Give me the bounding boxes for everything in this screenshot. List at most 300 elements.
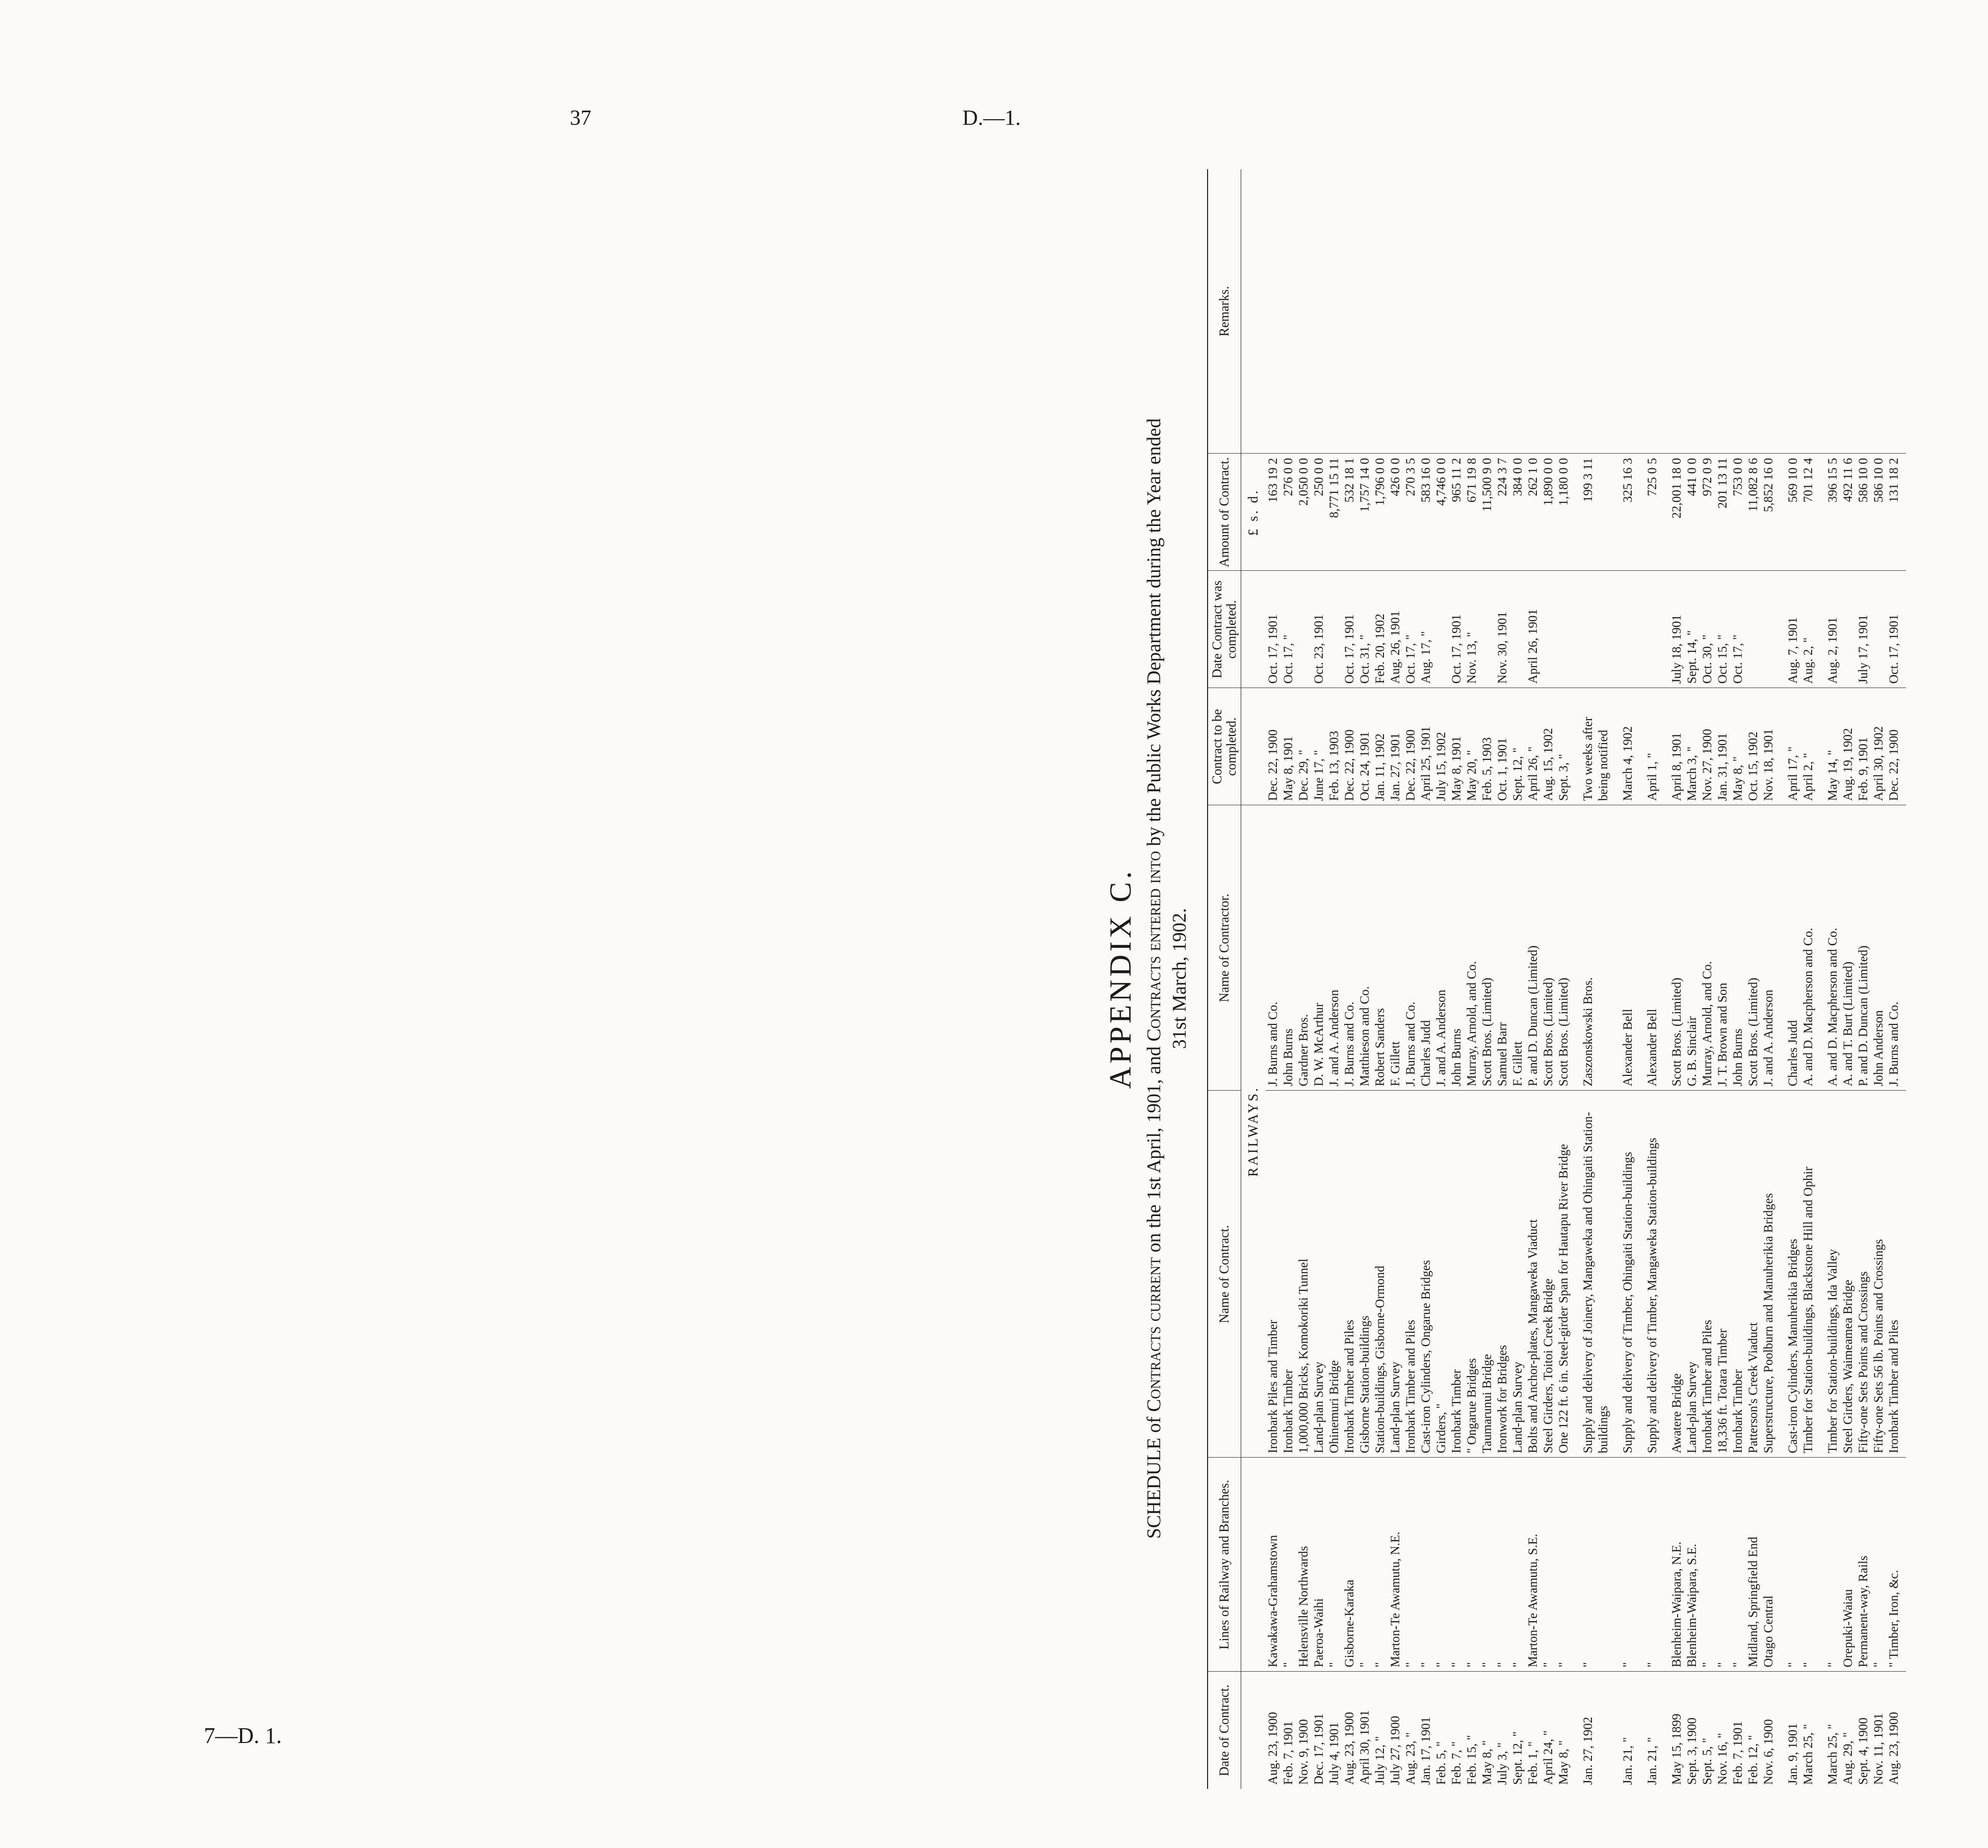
cell-contractor: Charles Judd xyxy=(1419,805,1434,1091)
table-row xyxy=(1434,169,1449,1789)
table-row xyxy=(1312,169,1327,1789)
cell-line: " xyxy=(1419,1458,1434,1672)
cell-contractor: Matthieson and Co. xyxy=(1357,805,1373,1091)
cell-contractor: Samuel Barr xyxy=(1495,805,1510,1091)
cell-date: Sept. 12, " xyxy=(1511,1731,1525,1785)
cell-completed xyxy=(1327,571,1342,688)
cell-completed xyxy=(1434,571,1449,688)
cell-contractor: J. and A. Anderson xyxy=(1761,805,1776,1091)
cell-completed: Oct. 15, " xyxy=(1715,571,1731,688)
cell-date: Jan. 21, " xyxy=(1645,1737,1659,1785)
cell-date: July 27, 1900 xyxy=(1389,1715,1402,1785)
table-row xyxy=(1816,169,1841,1789)
cell-to-complete: April 30, 1902 xyxy=(1871,688,1887,805)
cell-remarks xyxy=(1572,169,1611,454)
cell-remarks xyxy=(1731,169,1746,454)
cell-remarks xyxy=(1312,169,1327,454)
cell-remarks xyxy=(1856,169,1871,454)
table-row xyxy=(1327,169,1342,1789)
table-row xyxy=(1685,169,1700,1789)
cell-contractor: J. and A. Anderson xyxy=(1327,805,1342,1091)
table-row xyxy=(1856,169,1871,1789)
cell-amount: 586 10 0 xyxy=(1871,454,1887,571)
cell-line: " xyxy=(1871,1458,1887,1672)
cell-date: Aug. 23, 1900 xyxy=(1266,1711,1280,1785)
cell-remarks xyxy=(1611,169,1636,454)
cell-remarks xyxy=(1887,169,1906,454)
cell-date: Feb. 7, 1901 xyxy=(1731,1721,1745,1785)
cell-contract: " Ongarue Bridges xyxy=(1464,1091,1480,1458)
cell-contract: Patterson's Creek Viaduct xyxy=(1746,1091,1761,1458)
table-row xyxy=(1403,169,1419,1789)
cell-line: Gisborne-Karaka xyxy=(1342,1458,1357,1672)
cell-line: Kawakawa-Grahamstown xyxy=(1266,1458,1281,1672)
cell-contractor: J. T. Brown and Son xyxy=(1715,805,1731,1091)
cell-to-complete: April 2, " xyxy=(1801,688,1816,805)
cell-amount: 701 12 4 xyxy=(1801,454,1816,571)
cell-date: Aug. 29, " xyxy=(1841,1732,1855,1785)
schedule-title: SCHEDULE of Contracts current on the 1st April, 1901, and Contracts entered into by the Public Works Department during the Year ended xyxy=(1143,418,1165,1539)
schedule-title-line2: 31st March, 1902. xyxy=(1169,908,1190,1049)
cell-completed xyxy=(1480,571,1495,688)
cell-to-complete: Oct. 24, 1901 xyxy=(1357,688,1373,805)
cell-contractor: Scott Bros. (Limited) xyxy=(1556,805,1572,1091)
cell-line: " xyxy=(1373,1458,1388,1672)
cell-amount: 532 18 1 xyxy=(1342,454,1357,571)
cell-contract: Timber for Station-buildings, Blackstone Hill and Ophir xyxy=(1801,1091,1816,1458)
cell-contract: Ironbark Timber xyxy=(1449,1091,1464,1458)
table-row xyxy=(1841,169,1856,1789)
cell-line: Otago Central xyxy=(1761,1458,1776,1672)
cell-amount: 725 0 5 xyxy=(1636,454,1660,571)
cell-remarks xyxy=(1816,169,1841,454)
cell-line: " xyxy=(1510,1458,1526,1672)
cell-contractor: Alexander Bell xyxy=(1611,805,1636,1091)
cell-contractor: John Burns xyxy=(1281,805,1296,1091)
document-reference: D.—1. xyxy=(962,107,1021,130)
table-row xyxy=(1871,169,1887,1789)
table-row xyxy=(1449,169,1464,1789)
cell-line: " xyxy=(1449,1458,1464,1672)
cell-remarks xyxy=(1266,169,1281,454)
cell-completed: Oct. 17, " xyxy=(1403,571,1419,688)
cell-to-complete: May 8, 1901 xyxy=(1449,688,1464,805)
cell-completed: Oct. 17, 1901 xyxy=(1887,571,1906,688)
cell-to-complete: Nov. 18, 1901 xyxy=(1761,688,1776,805)
cell-to-complete: Jan. 27, 1901 xyxy=(1388,688,1403,805)
cell-line: " xyxy=(1731,1458,1746,1672)
cell-contract: Timber for Station-buildings, Ida Valley xyxy=(1816,1091,1841,1458)
cell-date: Feb. 5, " xyxy=(1434,1741,1448,1785)
cell-line: " xyxy=(1495,1458,1510,1672)
cell-remarks xyxy=(1776,169,1801,454)
cell-date: April 30, 1901 xyxy=(1358,1710,1372,1785)
cell-completed xyxy=(1541,571,1556,688)
cell-remarks xyxy=(1419,169,1434,454)
cell-line: " Timber, Iron, &c. xyxy=(1887,1458,1906,1672)
cell-contract: Taumarunui Bridge xyxy=(1480,1091,1495,1458)
cell-completed: Oct. 17, 1901 xyxy=(1449,571,1464,688)
table-row xyxy=(1611,169,1636,1789)
cell-contractor: J. Burns and Co. xyxy=(1266,805,1281,1091)
cell-line: Blenheim-Waipara, S.E. xyxy=(1685,1458,1700,1672)
cell-date: Aug. 23, 1900 xyxy=(1343,1711,1356,1785)
cell-amount: 4,746 0 0 xyxy=(1434,454,1449,571)
cell-to-complete: May 14, " xyxy=(1816,688,1841,805)
cell-amount: 583 16 0 xyxy=(1419,454,1434,571)
cell-to-complete: Oct. 15, 1902 xyxy=(1746,688,1761,805)
cell-date: Feb. 12, " xyxy=(1746,1735,1760,1785)
cell-completed xyxy=(1510,571,1526,688)
cell-to-complete: Dec. 22, 1900 xyxy=(1342,688,1357,805)
cell-contract: Ironbark Timber xyxy=(1281,1091,1296,1458)
cell-contractor: Scott Bros. (Limited) xyxy=(1541,805,1556,1091)
cell-date: Nov. 11, 1901 xyxy=(1872,1713,1886,1785)
cell-remarks xyxy=(1541,169,1556,454)
cell-amount: 671 19 8 xyxy=(1464,454,1480,571)
cell-date: Aug. 23, " xyxy=(1404,1732,1418,1785)
col-to-complete: Contract to be completed. xyxy=(1208,688,1241,805)
col-completed: Date Contract was completed. xyxy=(1208,571,1241,688)
cell-contract: Steel Girders, Waimeamea Bridge xyxy=(1841,1091,1856,1458)
cell-contractor: P. and D. Duncan (Limited) xyxy=(1856,805,1871,1091)
table-row xyxy=(1388,169,1403,1789)
cell-to-complete: Dec. 22, 1900 xyxy=(1403,688,1419,805)
cell-amount: 1,796 0 0 xyxy=(1373,454,1388,571)
cell-contractor: J. and A. Anderson xyxy=(1434,805,1449,1091)
cell-contractor: Robert Sanders xyxy=(1373,805,1388,1091)
cell-amount: 384 0 0 xyxy=(1510,454,1526,571)
cell-amount: 441 0 0 xyxy=(1685,454,1700,571)
cell-amount: 250 0 0 xyxy=(1312,454,1327,571)
cell-to-complete: May 8, 1901 xyxy=(1281,688,1296,805)
cell-to-complete: March 4, 1902 xyxy=(1611,688,1636,805)
cell-date: Jan. 21, " xyxy=(1621,1737,1635,1785)
cell-completed: Aug. 26, 1901 xyxy=(1388,571,1403,688)
cell-to-complete: March 3, " xyxy=(1685,688,1700,805)
cell-contractor: J. Burns and Co. xyxy=(1342,805,1357,1091)
cell-date: April 24, " xyxy=(1541,1730,1555,1785)
cell-line: Blenheim-Waipara, N.E. xyxy=(1660,1458,1685,1672)
cell-remarks xyxy=(1357,169,1373,454)
cell-remarks xyxy=(1801,169,1816,454)
cell-contractor: A. and T. Burt (Limited) xyxy=(1841,805,1856,1091)
cell-contractor: Scott Bros. (Limited) xyxy=(1480,805,1495,1091)
cell-line: Orepuki-Waiau xyxy=(1841,1458,1856,1672)
cell-contract: Supply and delivery of Timber, Ohingaiti Station-buildings xyxy=(1611,1091,1636,1458)
cell-amount: 1,890 0 0 xyxy=(1541,454,1556,571)
table-row xyxy=(1700,169,1715,1789)
cell-completed xyxy=(1296,571,1312,688)
cell-amount: 569 10 0 xyxy=(1776,454,1801,571)
cell-to-complete: April 26, " xyxy=(1526,688,1541,805)
col-contract: Name of Contract. xyxy=(1208,1091,1241,1458)
cell-contract: Ironbark Piles and Timber xyxy=(1266,1091,1281,1458)
cell-remarks xyxy=(1464,169,1480,454)
cell-completed: Oct. 31, " xyxy=(1357,571,1373,688)
cell-contractor: John Anderson xyxy=(1871,805,1887,1091)
appendix-title: APPENDIX C. xyxy=(1104,868,1137,1089)
cell-contract: Girders, " xyxy=(1434,1091,1449,1458)
cell-remarks xyxy=(1480,169,1495,454)
cell-remarks xyxy=(1660,169,1685,454)
cell-amount: 262 1 0 xyxy=(1526,454,1541,571)
table-row xyxy=(1660,169,1685,1789)
cell-line: " xyxy=(1434,1458,1449,1672)
cell-remarks xyxy=(1449,169,1464,454)
cell-contractor: P. and D. Duncan (Limited) xyxy=(1526,805,1541,1091)
cell-date: Nov. 16, " xyxy=(1716,1733,1730,1785)
cell-contract: Ironwork for Bridges xyxy=(1495,1091,1510,1458)
cell-contractor: G. B. Sinclair xyxy=(1685,805,1700,1091)
table-row xyxy=(1419,169,1434,1789)
cell-date: Feb. 7, " xyxy=(1450,1741,1463,1785)
cell-remarks xyxy=(1296,169,1312,454)
cell-contract: Land-plan Survey xyxy=(1685,1091,1700,1458)
cell-to-complete: Jan. 31, 1901 xyxy=(1715,688,1731,805)
cell-date: Nov. 9, 1900 xyxy=(1297,1719,1311,1785)
cell-remarks xyxy=(1871,169,1887,454)
cell-remarks xyxy=(1526,169,1541,454)
cell-to-complete: Aug. 19, 1902 xyxy=(1841,688,1856,805)
cell-amount: 492 11 6 xyxy=(1841,454,1856,571)
cell-contract: Ironbark Timber and Piles xyxy=(1887,1091,1906,1458)
cell-line: " xyxy=(1636,1458,1660,1672)
cell-contract: Ironbark Timber and Piles xyxy=(1700,1091,1715,1458)
cell-amount: 11,082 8 6 xyxy=(1746,454,1761,571)
table-row xyxy=(1731,169,1746,1789)
cell-contractor: Murray, Arnold, and Co. xyxy=(1700,805,1715,1091)
cell-remarks xyxy=(1388,169,1403,454)
printer-signature: 7—D. 1. xyxy=(204,1723,282,1748)
cell-date: Aug. 23, 1900 xyxy=(1887,1711,1901,1785)
cell-line: " xyxy=(1357,1458,1373,1672)
cell-completed: Oct. 30, " xyxy=(1700,571,1715,688)
cell-date: Sept. 3, 1900 xyxy=(1685,1718,1699,1785)
table-row xyxy=(1464,169,1480,1789)
cell-remarks xyxy=(1715,169,1731,454)
cell-date: July 12, " xyxy=(1373,1736,1387,1785)
table-row xyxy=(1715,169,1731,1789)
table-row xyxy=(1480,169,1495,1789)
cell-completed: Feb. 20, 1902 xyxy=(1373,571,1388,688)
cell-contract: One 122 ft. 6 in. Steel-girder Span for Hautapu River Bridge xyxy=(1556,1091,1572,1458)
table-row xyxy=(1887,169,1906,1789)
cell-remarks xyxy=(1373,169,1388,454)
cell-remarks xyxy=(1403,169,1419,454)
cell-completed xyxy=(1636,571,1660,688)
cell-line: " xyxy=(1281,1458,1296,1672)
rotated-schedule xyxy=(1101,158,1988,1799)
cell-contract: Fifty-one Sets 56 lb. Points and Crossings xyxy=(1871,1091,1887,1458)
cell-contractor: F. Gillett xyxy=(1388,805,1403,1091)
cell-amount: 224 3 7 xyxy=(1495,454,1510,571)
cell-contractor: Alexander Bell xyxy=(1636,805,1660,1091)
cell-completed xyxy=(1841,571,1856,688)
cell-to-complete: May 8, " xyxy=(1731,688,1746,805)
cell-line: Marton-Te Awamutu, N.E. xyxy=(1388,1458,1403,1672)
cell-remarks xyxy=(1327,169,1342,454)
cell-completed xyxy=(1572,571,1611,688)
table-row xyxy=(1776,169,1801,1789)
cell-date: Sept. 4, 1900 xyxy=(1856,1718,1870,1785)
cell-amount: 5,852 16 0 xyxy=(1761,454,1776,571)
cell-date: May 8, " xyxy=(1480,1740,1494,1785)
table-row xyxy=(1266,169,1281,1789)
cell-contract: Bolts and Anchor-plates, Mangaweka Viaduct xyxy=(1526,1091,1541,1458)
cell-to-complete: April 1, " xyxy=(1636,688,1660,805)
cell-contract: Cast-iron Cylinders, Manuherikia Bridges xyxy=(1776,1091,1801,1458)
cell-to-complete: April 25, 1901 xyxy=(1419,688,1434,805)
cell-contract: Land-plan Survey xyxy=(1388,1091,1403,1458)
cell-contract: Superstructure, Poolburn and Manuherikia Bridges xyxy=(1761,1091,1776,1458)
cell-amount: 201 13 11 xyxy=(1715,454,1731,571)
cell-contract: 18,336 ft. Totara Timber xyxy=(1715,1091,1731,1458)
table-row xyxy=(1495,169,1510,1789)
cell-date: May 15, 1899 xyxy=(1670,1713,1684,1785)
table-row xyxy=(1761,169,1776,1789)
cell-completed: Oct. 23, 1901 xyxy=(1312,571,1327,688)
cell-date: Dec. 17, 1901 xyxy=(1312,1713,1326,1785)
cell-remarks xyxy=(1636,169,1660,454)
table-row xyxy=(1636,169,1660,1789)
cell-date: Feb. 7, 1901 xyxy=(1281,1721,1295,1785)
cell-to-complete: Dec. 29, " xyxy=(1296,688,1312,805)
cell-to-complete: Two weeks after being notified xyxy=(1572,688,1611,805)
cell-contract: 1,000,000 Bricks, Komokoriki Tunnel xyxy=(1296,1091,1312,1458)
cell-to-complete: May 20, " xyxy=(1464,688,1480,805)
cell-remarks xyxy=(1841,169,1856,454)
cell-contractor: A. and D. Macpherson and Co. xyxy=(1816,805,1841,1091)
cell-amount: 586 10 0 xyxy=(1856,454,1871,571)
col-contractor: Name of Contractor. xyxy=(1208,805,1241,1091)
cell-to-complete: June 17, " xyxy=(1312,688,1327,805)
cell-line: " xyxy=(1776,1458,1801,1672)
table-row xyxy=(1746,169,1761,1789)
cell-to-complete: Feb. 13, 1903 xyxy=(1327,688,1342,805)
cell-contractor: John Burns xyxy=(1731,805,1746,1091)
cell-contractor: Charles Judd xyxy=(1776,805,1801,1091)
cell-date: July 3, " xyxy=(1496,1742,1509,1785)
cell-date: Jan. 17, 1901 xyxy=(1419,1717,1433,1785)
cell-date: Feb. 15, " xyxy=(1465,1735,1479,1785)
table-row xyxy=(1526,169,1541,1789)
cell-line: " xyxy=(1464,1458,1480,1672)
cell-completed: Aug. 2, 1901 xyxy=(1816,571,1841,688)
cell-remarks xyxy=(1342,169,1357,454)
cell-contractor: J. Burns and Co. xyxy=(1887,805,1906,1091)
cell-to-complete: Sept. 12, " xyxy=(1510,688,1526,805)
table-row xyxy=(1342,169,1357,1789)
cell-amount: 270 3 5 xyxy=(1403,454,1419,571)
table-row xyxy=(1296,169,1312,1789)
cell-remarks xyxy=(1495,169,1510,454)
cell-contract: Gisborne Station-buildings xyxy=(1357,1091,1373,1458)
table-row xyxy=(1373,169,1388,1789)
cell-line: " xyxy=(1700,1458,1715,1672)
cell-contractor: J. Burns and Co. xyxy=(1403,805,1419,1091)
cell-completed xyxy=(1611,571,1636,688)
cell-contract: Ironbark Timber and Piles xyxy=(1403,1091,1419,1458)
cell-completed: Aug. 7, 1901 xyxy=(1776,571,1801,688)
cell-to-complete: April 17, " xyxy=(1776,688,1801,805)
cell-line: " xyxy=(1541,1458,1556,1672)
cell-to-complete: Jan. 11, 1902 xyxy=(1373,688,1388,805)
section-heading-row xyxy=(1241,169,1266,1789)
cell-completed: July 18, 1901 xyxy=(1660,571,1685,688)
cell-amount: 325 16 3 xyxy=(1611,454,1636,571)
cell-to-complete: April 8, 1901 xyxy=(1660,688,1685,805)
cell-amount: 199 3 11 xyxy=(1572,454,1611,571)
cell-completed: April 26, 1901 xyxy=(1526,571,1541,688)
cell-line: " xyxy=(1327,1458,1342,1672)
cell-contractor: Zaszonskowski Bros. xyxy=(1572,805,1611,1091)
cell-to-complete: Oct. 1, 1901 xyxy=(1495,688,1510,805)
cell-line: Permanent-way, Rails xyxy=(1856,1458,1871,1672)
cell-amount: 1,757 14 0 xyxy=(1357,454,1373,571)
cell-contract: Awatere Bridge xyxy=(1660,1091,1685,1458)
cell-line: " xyxy=(1816,1458,1841,1672)
table-row xyxy=(1281,169,1296,1789)
cell-to-complete: Aug. 15, 1902 xyxy=(1541,688,1556,805)
page-number: 37 xyxy=(570,107,591,130)
cell-completed: Aug. 17, " xyxy=(1419,571,1434,688)
cell-amount: 276 0 0 xyxy=(1281,454,1296,571)
cell-to-complete: July 15, 1902 xyxy=(1434,688,1449,805)
table-row xyxy=(1572,169,1611,1789)
cell-line: " xyxy=(1556,1458,1572,1672)
table-header-row xyxy=(1208,169,1241,1789)
cell-contract: Supply and delivery of Timber, Mangaweka Station-buildings xyxy=(1636,1091,1660,1458)
cell-contract: Station-buildings, Gisborne-Ormond xyxy=(1373,1091,1388,1458)
cell-contractor: Scott Bros. (Limited) xyxy=(1660,805,1685,1091)
cell-completed: Nov. 30, 1901 xyxy=(1495,571,1510,688)
cell-date: March 25, " xyxy=(1826,1724,1840,1785)
col-line: Lines of Railway and Branches. xyxy=(1208,1458,1241,1672)
cell-to-complete: Dec. 22, 1900 xyxy=(1266,688,1281,805)
col-date: Date of Contract. xyxy=(1208,1672,1241,1789)
cell-contractor: D. W. McArthur xyxy=(1312,805,1327,1091)
cell-completed xyxy=(1556,571,1572,688)
cell-completed: Aug. 2, " xyxy=(1801,571,1816,688)
cell-contract: Steel Girders, Toitoi Creek Bridge xyxy=(1541,1091,1556,1458)
cell-remarks xyxy=(1434,169,1449,454)
cell-date: March 25, " xyxy=(1801,1724,1815,1785)
cell-line: " xyxy=(1715,1458,1731,1672)
cell-remarks xyxy=(1761,169,1776,454)
cell-remarks xyxy=(1685,169,1700,454)
cell-contractor: John Burns xyxy=(1449,805,1464,1091)
cell-line: " xyxy=(1801,1458,1816,1672)
table-row xyxy=(1510,169,1526,1789)
cell-date: Feb. 1, " xyxy=(1526,1741,1540,1785)
cell-to-complete: Sept. 3, " xyxy=(1556,688,1572,805)
table-row xyxy=(1801,169,1816,1789)
cell-date: Nov. 6, 1900 xyxy=(1762,1719,1775,1785)
currency-header: £ s. d. xyxy=(1241,454,1266,571)
cell-to-complete: Nov. 27, 1900 xyxy=(1700,688,1715,805)
cell-remarks xyxy=(1556,169,1572,454)
cell-amount: 131 18 2 xyxy=(1887,454,1906,571)
cell-date: Jan. 27, 1902 xyxy=(1581,1717,1595,1785)
cell-line: " xyxy=(1403,1458,1419,1672)
cell-line: " xyxy=(1611,1458,1636,1672)
cell-completed: Nov. 13, " xyxy=(1464,571,1480,688)
cell-remarks xyxy=(1281,169,1296,454)
col-remarks: Remarks. xyxy=(1208,169,1241,454)
cell-line: Helensville Northwards xyxy=(1296,1458,1312,1672)
cell-contract: Land-plan Survey xyxy=(1312,1091,1327,1458)
